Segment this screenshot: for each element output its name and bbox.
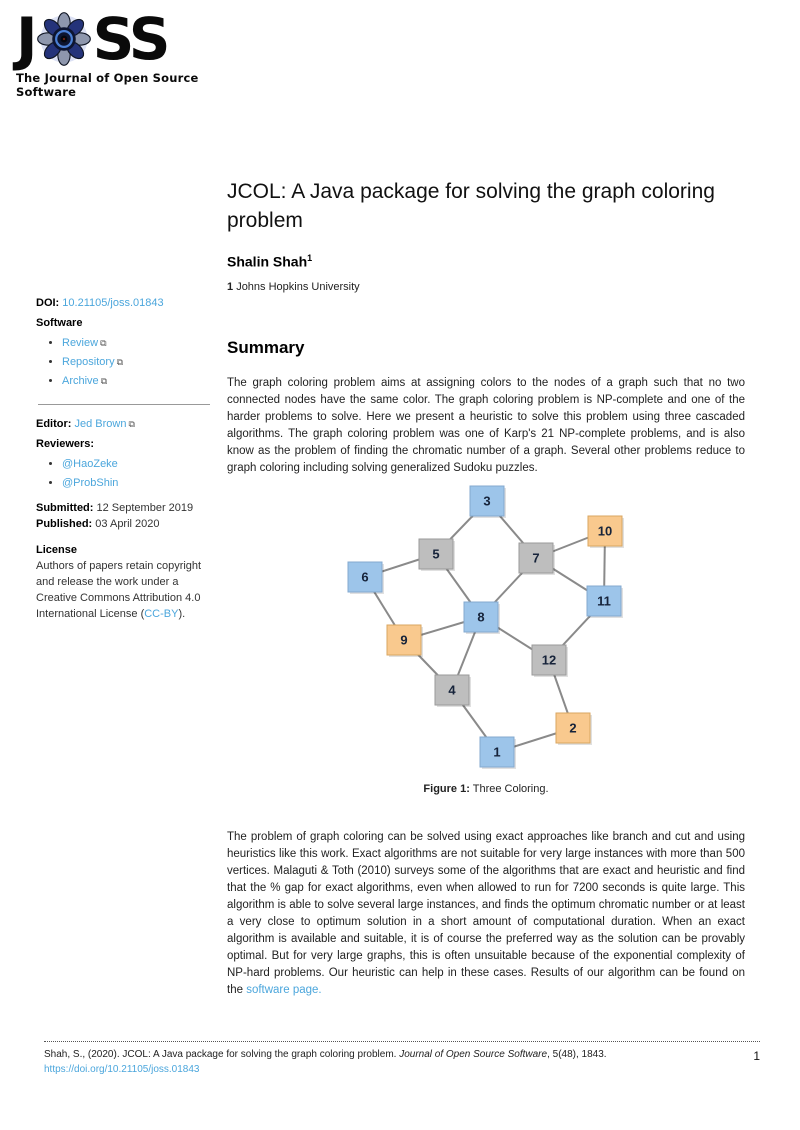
doi-line	[36, 296, 212, 312]
body-text: The problem of graph coloring can be solved using exact approaches like branch and cut and using heuristics like this work. Exact algorithms are not suitable for very large instances with more than 500 vertices. Malaguti & Toth (2010) surveys some of the algorithms that are exact and heuristic and find that the % gap for exact algorithms, even when allowed to run for 7200 seconds is quite large. This algorithm is able to solve several large instances, and finds the optimum chromatic number or at least a very close to optimum solution in a short amount of computational duration. When an exact algorithm is available and suitable, it is of course the preferred way as the solution can be provably optimal. But for very large graphs, this is often unsuitable because of the exponential complexity of NP-hard problems. Our heuristic can help in these cases. Results of our algorithm can be found on the	[227, 830, 745, 996]
submitted-line	[36, 501, 212, 517]
list-item	[62, 457, 212, 473]
list-item	[62, 374, 212, 390]
published-value: 03 April 2020	[95, 518, 160, 531]
external-link-icon: ⧉	[100, 337, 107, 348]
graph-node	[387, 625, 423, 657]
software-heading: Software	[36, 316, 83, 329]
citation-text: Shah, S., (2020). JCOL: A Java package for solving the graph coloring problem.	[44, 1049, 400, 1060]
license-block	[36, 543, 212, 623]
editor-link[interactable]: Jed Brown	[74, 417, 127, 430]
reviewers-list	[62, 457, 212, 492]
joss-logo	[16, 5, 246, 99]
list-item	[62, 355, 212, 371]
graph-node	[556, 713, 592, 745]
summary-paragraph: The graph coloring problem aims at assigning colors to the nodes of a graph such that no two connected nodes have the same color. The graph coloring problem is NP-complete and one of the harder problems to solve. Here we present a heuristic to solve this problem using three cascaded algorithms. The graph coloring problem was one of Karp's 21 NP-complete problems, and is also know as the problem of finding the chromatic number of a graph. Several other problems reduce to graph coloring including solving generalized Sudoku puzzles.	[227, 376, 745, 474]
logo-letters-ss: SS	[92, 5, 168, 73]
license-heading: License	[36, 544, 77, 557]
software-page-link[interactable]: software page.	[246, 983, 322, 996]
reviewer-link-haozeke[interactable]: @HaoZeke	[62, 457, 118, 470]
submitted-value: 12 September 2019	[96, 502, 194, 515]
affiliation-text: Johns Hopkins University	[236, 280, 360, 293]
license-text: Authors of papers retain copyright and release the work under a Creative Commons Attribution 4.0 International License (	[36, 560, 202, 621]
external-link-icon: ⧉	[116, 356, 124, 367]
published-label: Published:	[36, 518, 93, 531]
reviewer-link-probshin[interactable]: @ProbShin	[62, 476, 119, 489]
graph-coloring-figure	[227, 477, 745, 773]
footer	[44, 1041, 760, 1077]
graph-node	[532, 645, 568, 677]
editor-line	[36, 417, 212, 433]
dates-block	[36, 501, 212, 533]
joss-mandala-icon	[36, 11, 92, 67]
graph-node	[435, 675, 471, 707]
figure-caption-text: Three Coloring.	[472, 782, 549, 795]
logo-tagline: The Journal of Open Source Software	[16, 71, 199, 99]
submitted-label: Submitted:	[36, 502, 94, 515]
graph-node-label: 9	[400, 632, 408, 648]
graph-node	[464, 602, 500, 634]
graph-node-label: 3	[483, 493, 491, 509]
external-link-icon: ⧉	[128, 418, 135, 429]
reviewers-heading: Reviewers:	[36, 437, 95, 450]
graph-node-label: 8	[477, 609, 485, 625]
author-line	[227, 253, 745, 270]
list-item	[62, 336, 212, 352]
graph-node	[588, 516, 624, 548]
graph-node-label: 2	[569, 720, 577, 736]
figure-1	[227, 477, 745, 795]
page-number: 1	[753, 1049, 760, 1063]
body-paragraph	[227, 829, 745, 999]
graph-node	[519, 543, 555, 575]
affiliation-line	[227, 281, 745, 293]
archive-link[interactable]: Archive	[62, 374, 99, 387]
software-links-list	[62, 336, 212, 390]
citation	[44, 1048, 753, 1077]
graph-node-label: 7	[532, 550, 540, 566]
graph-node	[348, 562, 384, 594]
list-item	[62, 476, 212, 492]
graph-node	[419, 539, 455, 571]
summary-heading: Summary	[227, 337, 305, 357]
graph-node-label: 1	[493, 744, 501, 760]
cc-by-link[interactable]: CC-BY	[144, 608, 179, 621]
graph-node	[480, 737, 516, 769]
editor-label: Editor:	[36, 417, 72, 430]
review-link[interactable]: Review	[62, 336, 99, 349]
graph-node-label: 4	[448, 682, 456, 698]
repository-link[interactable]: Repository	[62, 355, 115, 368]
doi-label: DOI:	[36, 297, 60, 309]
page-title: JCOL: A Java package for solving the graph coloring problem	[227, 180, 715, 232]
author-name: Shalin Shah	[227, 253, 308, 270]
license-text-after: ).	[178, 608, 186, 621]
author-superscript: 1	[307, 252, 313, 263]
figure-caption-label: Figure 1:	[423, 782, 470, 795]
published-line	[36, 517, 212, 533]
citation-middle: , 5(48), 1843.	[547, 1049, 607, 1060]
affiliation-number: 1	[227, 280, 234, 293]
external-link-icon: ⧉	[100, 375, 108, 386]
citation-doi-link[interactable]: https://doi.org/10.21105/joss.01843	[44, 1063, 200, 1075]
graph-node	[470, 486, 506, 518]
graph-node-label: 11	[597, 593, 611, 609]
graph-node-label: 5	[432, 546, 440, 562]
graph-node	[587, 586, 623, 618]
sidebar	[36, 296, 212, 623]
article	[227, 178, 745, 999]
doi-link[interactable]: 10.21105/joss.01843	[62, 297, 164, 309]
figure-caption	[227, 783, 745, 795]
graph-node-label: 10	[597, 523, 613, 539]
graph-node-label: 6	[361, 569, 369, 585]
graph-node-label: 12	[541, 652, 557, 668]
citation-journal: Journal of Open Source Software	[399, 1049, 548, 1060]
logo-letter-j: J	[16, 5, 35, 73]
sidebar-divider	[38, 404, 210, 405]
